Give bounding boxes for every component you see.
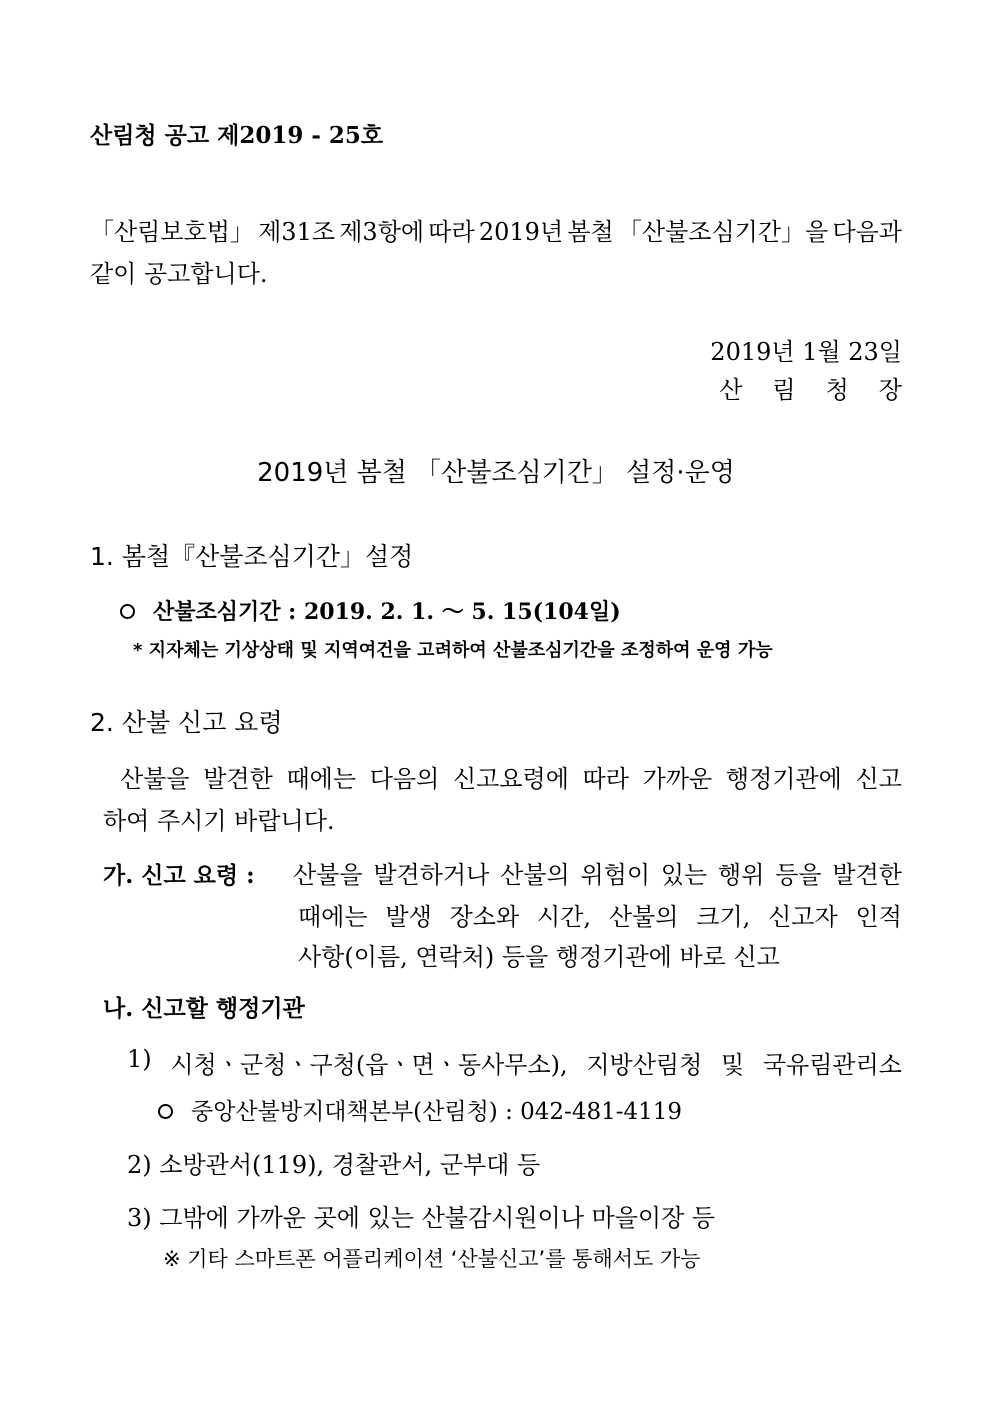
word: 등을 [775, 861, 822, 889]
reporting-method-line-2 [298, 897, 902, 932]
word: 시간, [537, 903, 592, 931]
intro-line-2: 같이 공고합니다. [90, 260, 268, 288]
word: 신고 [855, 765, 902, 793]
document-title: 2019년 봄철 「산불조심기간」 설정·운영 [257, 458, 735, 488]
section-1-heading: 1. 봄철『산불조심기간」설정 [90, 542, 414, 571]
word: 발견하거나 [373, 861, 490, 889]
word: 1) [127, 1045, 152, 1073]
word: 때에는 [298, 903, 368, 931]
agency-item-1 [127, 1045, 902, 1080]
word: 제3항에 [339, 218, 425, 246]
reporting-method-line-3: 사항(이름, 연락처) 등을 행정기관에 바로 신고 [298, 943, 780, 971]
word: 산불의 [500, 861, 570, 889]
word: 다음과 [832, 218, 902, 246]
issuer-signature: 산림청장 [719, 376, 932, 404]
word: 신고요령에 [453, 765, 569, 793]
word: 때에는 [286, 765, 357, 793]
word: 가까운 [642, 765, 713, 793]
word: 행위 [718, 861, 765, 889]
agency-item-2: 2) 소방관서(119), 경찰관서, 군부대 등 [127, 1151, 541, 1179]
fire-caution-period [120, 595, 621, 626]
reporting-method-label: 가. 신고 요령 : [103, 862, 255, 889]
word: 발생 [385, 903, 432, 931]
hq-contact [158, 1093, 682, 1126]
word: 크기, [696, 903, 751, 931]
word: 장소와 [449, 903, 520, 931]
word: 산불의 [608, 903, 679, 931]
word: 다음의 [369, 765, 440, 793]
agency-item-3: 3) 그밖에 가까운 곳에 있는 산불감시원이나 마을이장 등 [127, 1204, 716, 1232]
reporting-method-line-1 [293, 855, 902, 890]
word: 시청ㆍ군청ㆍ구청(읍ㆍ면ㆍ동사무소), [170, 1051, 568, 1079]
hq-contact-text: 중앙산불방지대책본부(산림청) : 042-481-4119 [191, 1099, 683, 1125]
period-text: 산불조심기간 : 2019. 2. 1. ～ 5. 15(104일) [153, 599, 621, 625]
report-intro-line-1 [120, 759, 902, 794]
word: 봄철 [567, 218, 614, 246]
word: 발견한 [832, 861, 902, 889]
intro-line-1 [90, 212, 902, 247]
word: 신고자 [768, 903, 838, 931]
notice-number: 산림청 공고 제2019 - 25호 [90, 122, 384, 149]
section-2-heading: 2. 산불 신고 요령 [90, 708, 283, 737]
word: 위험이 [580, 861, 651, 889]
word: 발견한 [203, 765, 273, 793]
word: 행정기관에 [725, 765, 842, 793]
circle-bullet-icon [158, 1104, 173, 1119]
period-adjustment-note: * 지자체는 기상상태 및 지역여건을 고려하여 산불조심기간을 조정하여 운영 가능 [133, 640, 773, 661]
report-agencies-label: 나. 신고할 행정기관 [103, 995, 305, 1022]
issue-date: 2019년 1월 23일 [710, 338, 902, 366]
word: 있는 [660, 861, 708, 889]
word: 인적 [855, 903, 902, 931]
report-intro-line-2: 하여 주시기 바랍니다. [103, 807, 335, 835]
word: 및 [720, 1051, 745, 1079]
word: 따라 [428, 218, 475, 246]
word: 산불을 [120, 765, 190, 793]
word: 「산림보호법」 [90, 218, 254, 246]
word: 지방산림청 [586, 1051, 703, 1079]
app-report-note: ※ 기타 스마트폰 어플리케이션 ‘산불신고’를 통해서도 가능 [163, 1247, 701, 1271]
word: 따라 [582, 765, 629, 793]
circle-bullet-icon [120, 604, 135, 619]
word: 제31조 [258, 218, 336, 246]
word: 산불을 [293, 861, 363, 889]
word: 2019년 [478, 218, 564, 246]
word: 국유림관리소 [762, 1051, 902, 1079]
word: 「산불조심기간」을 [617, 218, 829, 246]
